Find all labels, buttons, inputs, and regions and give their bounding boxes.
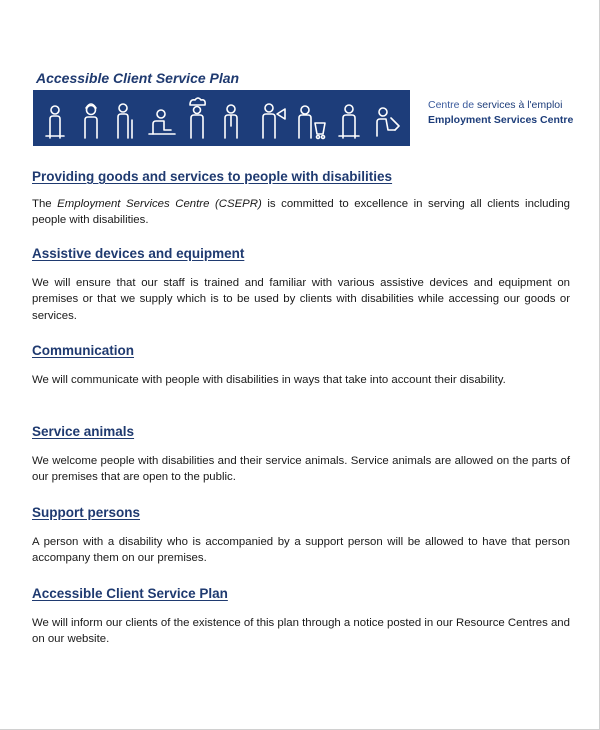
header-banner: [33, 90, 582, 146]
figure-standing-2-icon: [339, 105, 359, 138]
section-text: We will inform our clients of the existence of this plan through a notice posted in our Resource Centres and on our website.: [32, 617, 570, 646]
figure-chef-icon: [190, 98, 205, 138]
logo-english-name: Employment Services Centre: [428, 114, 574, 126]
logo-french-prefix: Centre de: [428, 99, 478, 111]
figure-standing-icon: [46, 106, 64, 138]
figure-laptop-icon: [377, 108, 399, 136]
section-heading: Service animals: [32, 424, 135, 439]
section-support-persons: [32, 505, 570, 567]
section-heading: Providing goods and services to people with disabilities: [32, 169, 393, 184]
logo-french-name: [428, 99, 562, 111]
section-goods-services: [32, 169, 570, 229]
figure-megaphone-icon: [263, 104, 285, 138]
figure-headset-icon: [85, 104, 97, 138]
section-communication: [32, 343, 570, 388]
section-heading: Accessible Client Service Plan: [32, 586, 228, 601]
section-text: A person with a disability who is accompanied by a support person will be allowed to have that person accompany them on our premises.: [32, 536, 570, 565]
section-heading: Assistive devices and equipment: [32, 246, 245, 261]
people-figures-illustration: [33, 90, 413, 146]
logo-french-strong: services à l'emploi: [477, 99, 563, 111]
intro-text-pre: The: [32, 198, 58, 210]
section-service-animals: [32, 424, 570, 486]
section-assistive-devices: [32, 246, 570, 324]
organization-name: Employment Services Centre (CSEPR): [57, 198, 262, 210]
section-text: [32, 196, 570, 229]
section-heading: Communication: [32, 343, 135, 358]
figure-cane-icon: [118, 104, 132, 138]
figure-desk-icon: [149, 110, 175, 134]
document-title: Accessible Client Service Plan: [36, 70, 240, 86]
intro-text-post: is committed to excellence in serving all clients including people with disabilities.: [32, 198, 571, 227]
section-heading: Support persons: [32, 505, 141, 520]
employment-services-logo: [410, 90, 582, 146]
figure-cart-icon: [299, 106, 325, 139]
section-text: We will communicate with people with disabilities in ways that take into account their disability.: [32, 374, 506, 386]
section-service-plan: [32, 586, 570, 648]
figure-business-icon: [225, 105, 237, 138]
section-text: We welcome people with disabilities and their service animals. Service animals are allowed on the parts of our premises that are open to the public.: [32, 455, 570, 484]
section-text: We will ensure that our staff is trained and familiar with various assistive devices and equipment on premises or that we supply which is to be used by clients with disabilities while accessing our goods or services.: [32, 277, 570, 322]
